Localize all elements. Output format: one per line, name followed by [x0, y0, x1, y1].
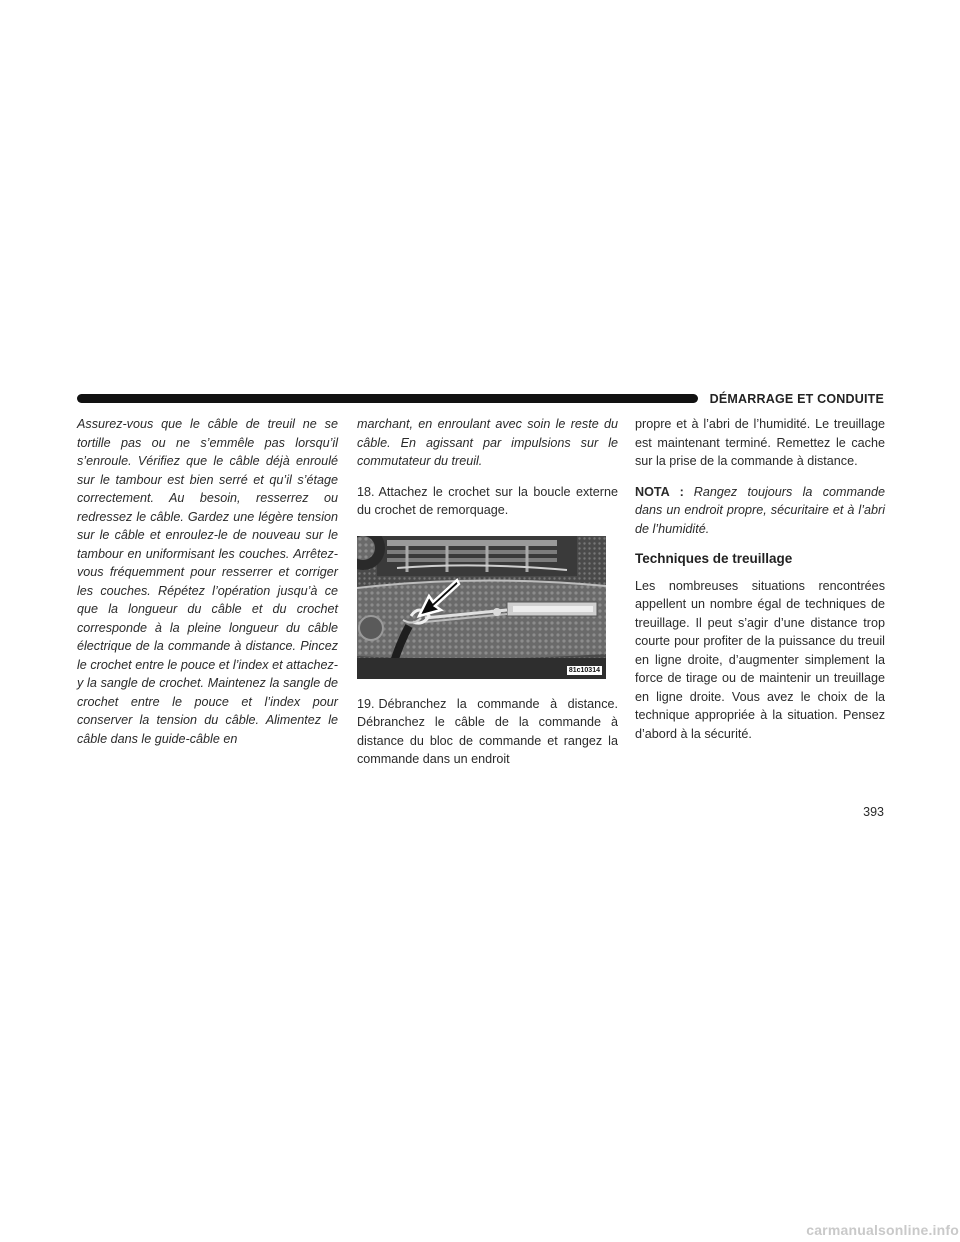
- step-19-text: Débranchez la commande à distance. Débranchez le câble de la commande à distance du bloc de commande et rangez la commande dans un endroit: [357, 696, 618, 766]
- winch-cable-paragraph: Assurez-vous que le câble de treuil ne se tortille pas ou ne s’emmêle pas lorsqu’il s’enroule. Vérifiez que le câble déjà enroulé sur le tambour est bien serré et qu’il s’étage correctement. Au besoin, resserrez ou redressez le câble. Gardez une légère tension sur le câble et enroulez-le de nouveau sur le tambour en uniformisant les couches. Arrêtez-vous fréquemment pour resserrer et corriger les couches. Répétez l’opération jusqu’à ce que la longueur du câble et du crochet corresponde à la pleine longueur du câble électrique de la commande à distance. Pincez le crochet entre le pouce et l’index et attachez-y la sangle de crochet. Maintenez la sangle de crochet entre le pouce et l’index pour conserver la tension du câble. Alimentez le câble dans le guide-câble en: [77, 417, 338, 746]
- winch-cable-paragraph-continued: marchant, en enroulant avec soin le reste du câble. En agissant par impulsions sur le commutateur du treuil.: [357, 417, 618, 468]
- step-19-number: 19.: [357, 696, 375, 711]
- techniques-paragraph: Les nombreuses situations rencontrées appellent un nombre égal de techniques de treuillage. Il peut s’agir d’une distance trop courte pour profiter de la puissance du treuil en ligne droite, d’augmenter simplement la force de tirage ou de maintenir un treuillage en ligne droite. Vous avez le choix de la technique appropriée à la situation. Pensez d’abord à la sécurité.: [635, 578, 885, 741]
- watermark[interactable]: carmanualsonline.info: [806, 1222, 959, 1238]
- note-label: NOTA :: [635, 484, 684, 499]
- text-column-1: [77, 415, 338, 748]
- text-column-3: [635, 415, 885, 743]
- step-18-text: Attachez le crochet sur la boucle externe du crochet de remorquage.: [357, 484, 618, 517]
- winch-hook-illustration: [357, 536, 606, 679]
- step-18-number: 18.: [357, 484, 375, 499]
- page-number: 393: [863, 805, 884, 819]
- step-18: [357, 483, 618, 520]
- winch-hook-figure: [357, 536, 606, 679]
- figure-code: 81c10314: [568, 666, 600, 674]
- section-title: DÉMARRAGE ET CONDUITE: [709, 392, 884, 406]
- note: [635, 483, 885, 539]
- note-text: Rangez toujours la commande dans un endroit propre, sécuritaire et à l’abri de l’humidité.: [635, 484, 886, 536]
- text-column-2: [357, 415, 618, 769]
- header-rule: [77, 394, 692, 403]
- step-19: [357, 695, 618, 769]
- step-19-continued: propre et à l’abri de l’humidité. Le treuillage est maintenant terminé. Remettez le cache sur la prise de la commande à distance.: [635, 417, 885, 468]
- subheading-techniques: Techniques de treuillage: [635, 551, 793, 566]
